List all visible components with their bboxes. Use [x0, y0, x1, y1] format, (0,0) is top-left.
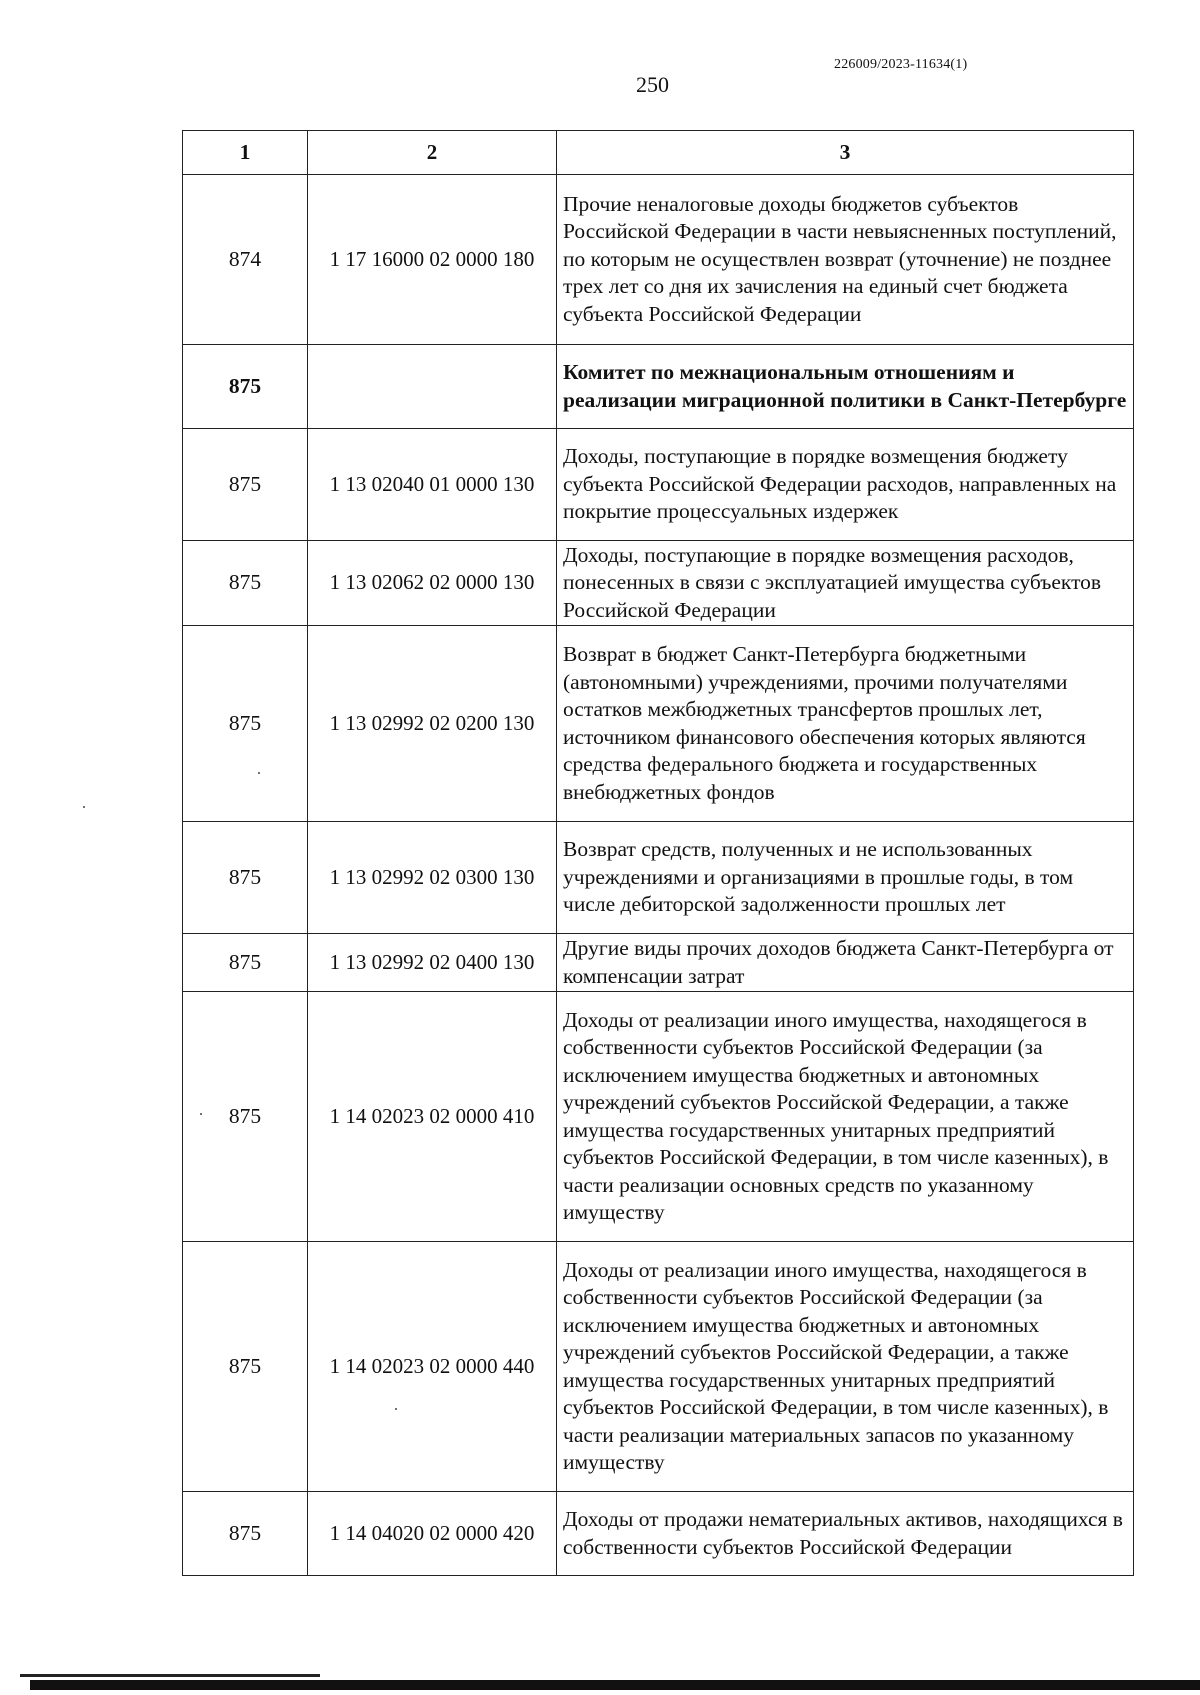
scan-bottom-edge [30, 1680, 1200, 1690]
scan-speck [258, 772, 260, 774]
description-cell: Доходы от реализации иного имущества, находящегося в собственности субъектов Российской Федерации (за исключением имущества бюджетных и автономных учреждений субъектов Российской Федерации, а также имущества государственных унитарных предприятий субъектов Российской Федерации, в том числе казенных), в части реализации основных средств по указанному имуществу [557, 992, 1134, 1242]
revenue-code-cell: 1 13 02040 01 0000 130 [308, 429, 557, 541]
committee-name-cell: Комитет по межнациональным отношениям и реализации миграционной политики в Санкт-Петербурге [557, 345, 1134, 429]
scan-speck [395, 1408, 397, 1410]
revenue-code-cell: 1 14 02023 02 0000 410 [308, 992, 557, 1242]
description-cell: Другие виды прочих доходов бюджета Санкт-Петербурга от компенсации затрат [557, 934, 1134, 992]
revenue-code-cell: 1 14 02023 02 0000 440 [308, 1242, 557, 1492]
table-row [183, 175, 1134, 345]
revenue-codes-table [182, 130, 1134, 1576]
revenue-code-cell: 1 13 02062 02 0000 130 [308, 541, 557, 626]
revenue-code-cell [308, 345, 557, 429]
description-cell: Возврат в бюджет Санкт-Петербурга бюджетными (автономными) учреждениями, прочими получателями остатков межбюджетных трансфертов прошлых лет, источником финансового обеспечения которых являются средства федерального бюджета и государственных внебюджетных фондов [557, 626, 1134, 822]
admin-code-cell: 875 [183, 992, 308, 1242]
admin-code-cell: 875 [183, 429, 308, 541]
header-col-2: 2 [308, 131, 557, 175]
header-col-3: 3 [557, 131, 1134, 175]
description-cell: Прочие неналоговые доходы бюджетов субъектов Российской Федерации в части невыясненных поступлений, по которым не осуществлен возврат (уточнение) не позднее трех лет со дня их зачисления на единый счет бюджета субъекта Российской Федерации [557, 175, 1134, 345]
description-cell: Доходы от продажи нематериальных активов, находящихся в собственности субъектов Российской Федерации [557, 1492, 1134, 1576]
description-cell: Возврат средств, полученных и не использованных учреждениями и организациями в прошлые годы, в том числе дебиторской задолженности прошлых лет [557, 822, 1134, 934]
table-row [183, 1242, 1134, 1492]
table-row [183, 429, 1134, 541]
header-col-1: 1 [183, 131, 308, 175]
description-cell: Доходы, поступающие в порядке возмещения бюджету субъекта Российской Федерации расходов, направленных на покрытие процессуальных издержек [557, 429, 1134, 541]
admin-code-cell: 875 [183, 345, 308, 429]
admin-code-cell: 875 [183, 1492, 308, 1576]
table-row [183, 626, 1134, 822]
revenue-code-cell: 1 13 02992 02 0300 130 [308, 822, 557, 934]
scan-speck [83, 806, 85, 808]
document-id: 226009/2023-11634(1) [834, 57, 968, 72]
admin-code-cell: 875 [183, 934, 308, 992]
table-row-section-heading [183, 345, 1134, 429]
revenue-code-cell: 1 13 02992 02 0400 130 [308, 934, 557, 992]
page-number: 250 [636, 72, 669, 97]
table-row [183, 1492, 1134, 1576]
description-cell: Доходы, поступающие в порядке возмещения расходов, понесенных в связи с эксплуатацией имущества субъектов Российской Федерации [557, 541, 1134, 626]
scan-speck [200, 1113, 202, 1115]
description-cell: Доходы от реализации иного имущества, находящегося в собственности субъектов Российской Федерации (за исключением имущества бюджетных и автономных учреждений субъектов Российской Федерации, а также имущества государственных унитарных предприятий субъектов Российской Федерации, в том числе казенных), в части реализации материальных запасов по указанному имуществу [557, 1242, 1134, 1492]
admin-code-cell: 875 [183, 626, 308, 822]
admin-code-cell: 875 [183, 1242, 308, 1492]
admin-code-cell: 875 [183, 541, 308, 626]
revenue-code-cell: 1 14 04020 02 0000 420 [308, 1492, 557, 1576]
admin-code-cell: 875 [183, 822, 308, 934]
revenue-code-cell: 1 17 16000 02 0000 180 [308, 175, 557, 345]
table-row [183, 992, 1134, 1242]
scan-edge-line [20, 1674, 320, 1677]
table-row [183, 822, 1134, 934]
admin-code-cell: 874 [183, 175, 308, 345]
revenue-code-cell: 1 13 02992 02 0200 130 [308, 626, 557, 822]
table-header-row [183, 131, 1134, 175]
table-row [183, 541, 1134, 626]
table-row [183, 934, 1134, 992]
